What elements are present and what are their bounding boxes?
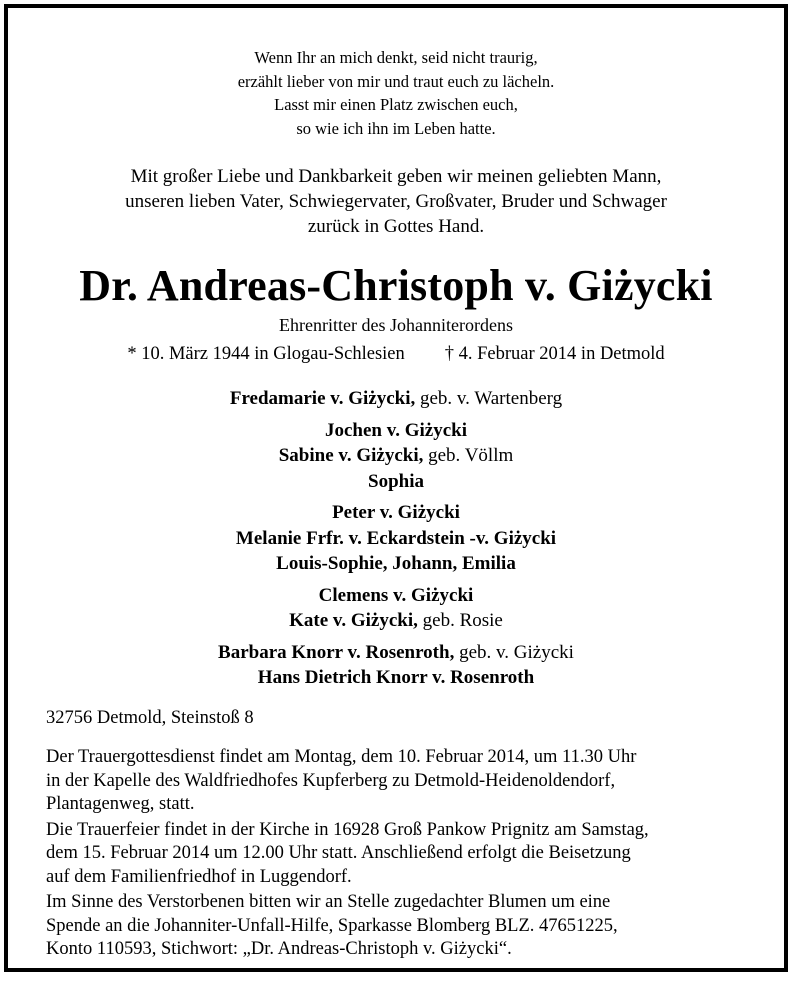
member-note: geb. v. Giżycki [454,641,574,663]
text-line: auf dem Familienfriedhof in Luggendorf. [46,866,352,887]
family-member: Peter v. Giżycki [332,502,460,523]
poem-line: erzählt lieber von mir und traut euch zu lächeln. [237,71,555,91]
family-group [8,583,784,634]
intro-text [8,164,784,239]
member-note: geb. Völlm [423,445,514,466]
text-line: dem 15. Februar 2014 um 12.00 Uhr statt. Anschließend erfolgt die Beisetzung [46,843,631,863]
deceased-name: Dr. Andreas-Christoph v. Giżycki [79,261,713,310]
intro-line: Mit großer Liebe und Dankbarkeit geben wir meinen geliebten Mann, [130,166,662,187]
family-member: Hans Dietrich Knorr v. Rosenroth [257,667,535,688]
family-member: Melanie Frfr. v. Eckardstein -v. Giżycki [235,527,557,549]
family-member: Louis-Sophie, Johann, Emilia [276,553,516,574]
intro-line: unseren lieben Vater, Schwiegervater, Großvater, Bruder und Schwager [125,191,667,212]
paragraph-ceremony [46,819,764,890]
family-member [8,386,784,412]
member-name: Sabine v. Giżycki, [278,445,424,466]
family-member [8,640,784,666]
paragraph-service [46,746,764,817]
family-list [8,386,784,697]
text-line: in der Kapelle des Waldfriedhofes Kupferberg zu Detmold-Heidenoldendorf, [46,770,616,791]
text-line: Plantagenweg, statt. [46,794,195,814]
address: 32756 Detmold, Steinstoß 8 [46,708,254,728]
family-group [8,500,784,577]
service-details [46,746,764,964]
paragraph-donation [46,891,764,962]
family-member: Sophia [368,470,424,492]
death-date: † 4. Februar 2014 in Detmold [444,344,665,364]
birth-date: * 10. März 1944 in Glogau-Schlesien [127,344,405,364]
family-member: Jochen v. Giżycki [325,419,467,441]
family-group [8,418,784,495]
text-line: Die Trauerfeier findet in der Kirche in 16928 Groß Pankow Prignitz am Samstag, [46,819,649,840]
family-member [8,443,784,469]
member-note: geb. Rosie [417,610,503,631]
poem-line: Lasst mir einen Platz zwischen euch, [274,95,518,114]
family-member [8,608,784,634]
member-note: geb. v. Wartenberg [415,388,563,409]
text-line: Spende an die Johanniter-Unfall-Hilfe, Sparkasse Blomberg BLZ. 47651225, [46,915,618,936]
poem-line: Wenn Ihr an mich denkt, seid nicht traurig, [254,48,538,67]
poem-line: so wie ich ihn im Leben hatte. [296,118,496,138]
text-line: Der Trauergottesdienst findet am Montag, dem 10. Februar 2014, um 11.30 Uhr [46,747,637,767]
member-name: Kate v. Giżycki, [289,610,418,631]
obituary-frame [4,4,788,972]
life-dates [8,342,784,366]
family-group [8,640,784,691]
member-name: Fredamarie v. Giżycki, [229,388,416,409]
poem [8,46,784,140]
intro-line: zurück in Gottes Hand. [307,216,485,237]
deceased-honor: Ehrenritter des Johanniterordens [279,315,513,335]
text-line: Konto 110593, Stichwort: „Dr. Andreas-Christoph v. Giżycki“. [46,939,512,959]
member-name: Barbara Knorr v. Rosenroth, [218,641,455,663]
text-line: Im Sinne des Verstorbenen bitten wir an Stelle zugedachter Blumen um eine [46,892,611,912]
family-member: Clemens v. Giżycki [318,584,474,606]
family-group [8,386,784,412]
